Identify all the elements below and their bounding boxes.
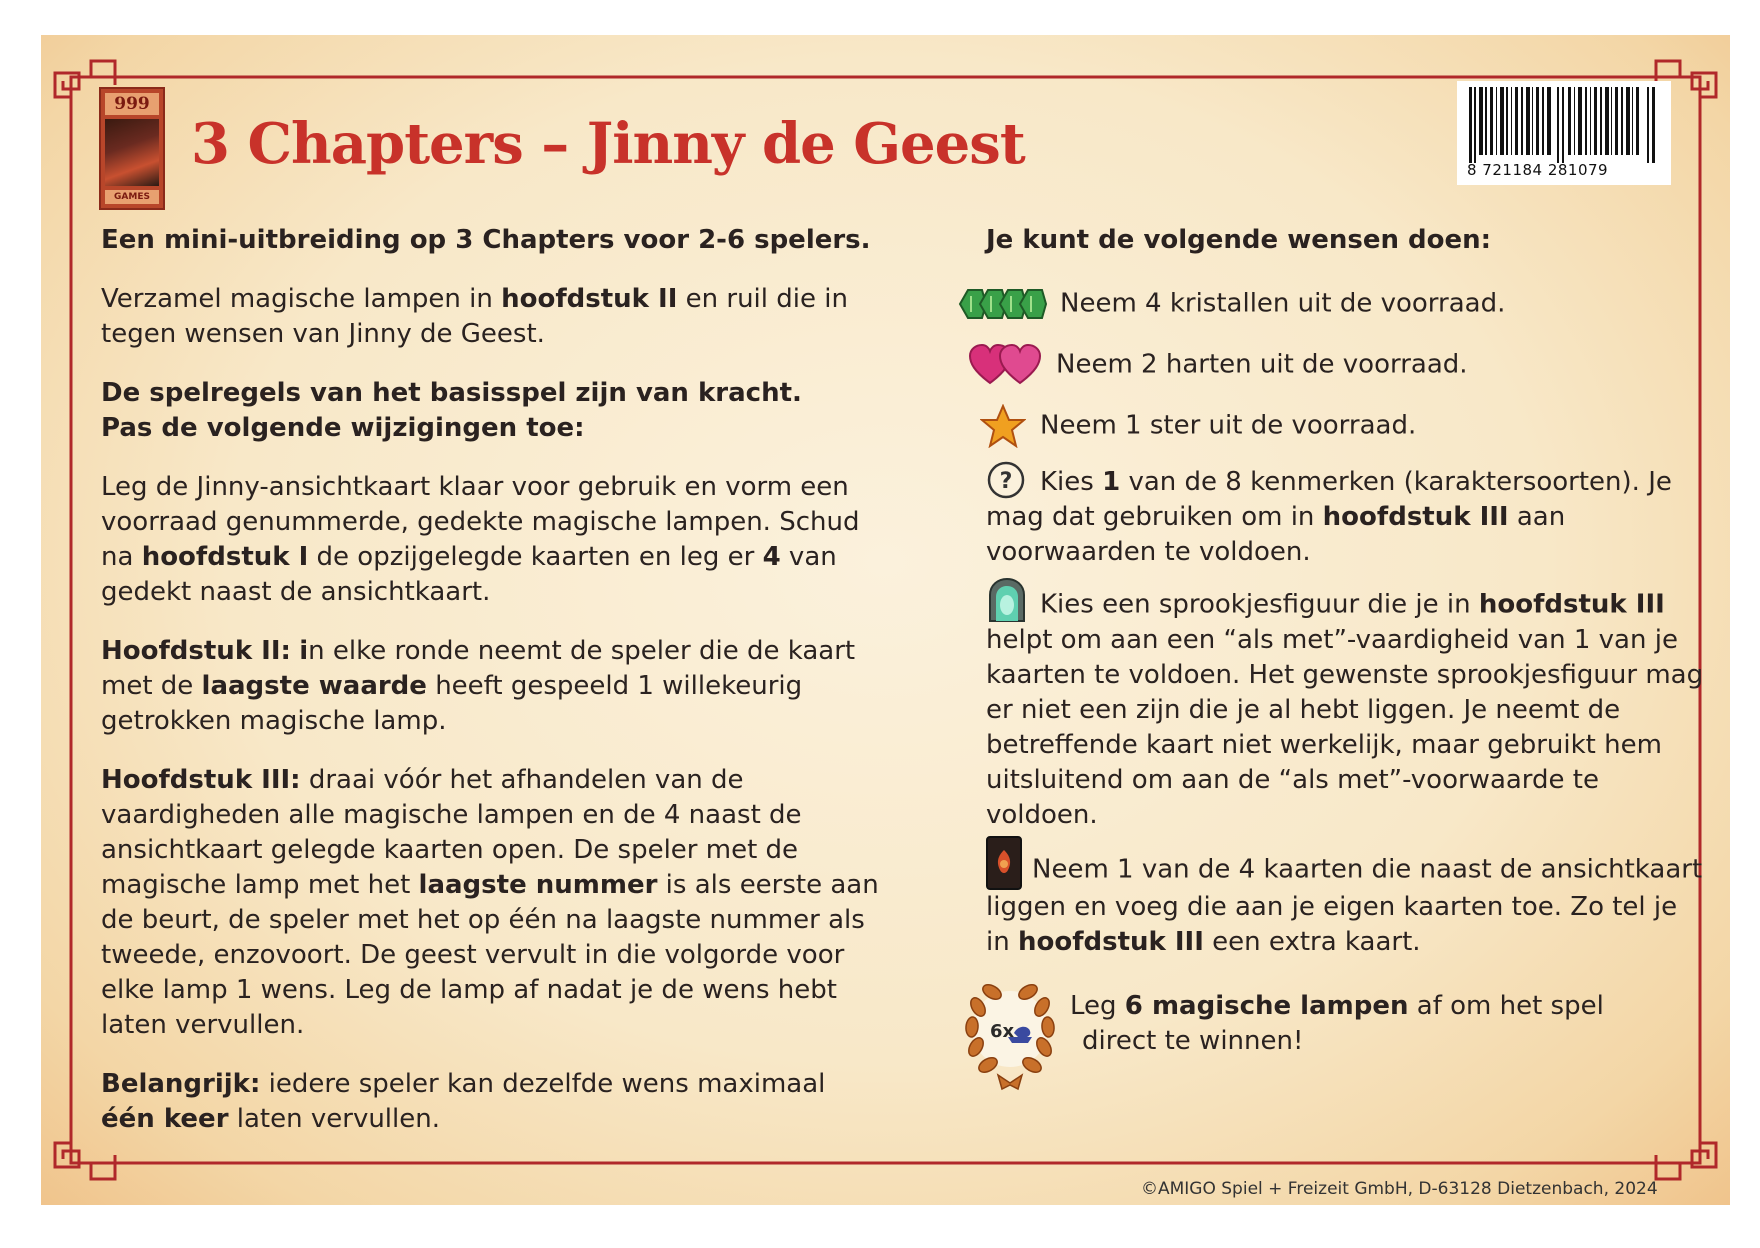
rules-card [41,35,1730,1205]
bold-span: hoofdstuk III [1478,589,1665,620]
setup-paragraph [101,470,881,610]
wish-hearts-text: Neem 2 harten uit de voorraad. [1056,349,1468,380]
bold-span: Belangrijk: [101,1069,261,1099]
logo-top-text: 999 [105,93,159,115]
wish-star [980,404,1706,448]
bold-span: Hoofdstuk II: [101,636,291,666]
heading-text: Je kunt de volgende wensen doen: [986,225,1492,255]
wish-hearts [968,343,1706,387]
text-span: draai vóór het afhandelen van de vaardigheden alle magische lampen en de 4 naast de ansichtkaart gelegde kaarten open. De speler met de magische lamp met het [101,765,802,900]
chapter-3-paragraph [101,763,881,1043]
bold-span: één keer [101,1104,229,1134]
text-span: en ruil die in tegen wensen van Jinny de Geest. [101,284,848,349]
intro-text [101,223,881,258]
bold-span: laagste waarde [201,671,427,701]
card-icon [986,836,1022,890]
laurel-label: 6x [990,1021,1015,1042]
svg-text:?: ? [999,468,1013,494]
bold-span: i [299,636,309,666]
bold-span: 1 [1102,467,1121,497]
collect-paragraph [101,282,881,352]
question-icon [986,460,1026,500]
bold-span: hoofdstuk III [1017,927,1204,957]
barcode [1457,81,1671,185]
text-span: de opzijgelegde kaarten en leg er [308,542,763,572]
logo-artwork [105,119,159,186]
text-span: van gedekt naast de ansichtkaart. [101,542,837,607]
win-text [1070,989,1630,1059]
barcode-icon [1469,87,1659,163]
wish-win [958,977,1706,1097]
text-span: Verzamel magische lampen in [101,284,502,314]
laurel-icon [958,977,1062,1093]
text-span: direct te winnen! [1082,1026,1304,1056]
logo-bottom-text: GAMES [105,190,159,204]
rules-line-2: Pas de volgende wijzigingen toe: [101,413,585,443]
important-paragraph [101,1067,881,1137]
bold-span: hoofdstuk II [501,284,678,314]
text-span: heeft gespeeld 1 willekeurig getrokken magische lamp. [101,671,803,736]
text-span: n elke ronde neemt de speler die de kaart met de [101,636,856,701]
bold-span: Hoofdstuk III: [101,765,301,795]
text-span: een extra kaart. [1203,927,1421,957]
text-span: Leg [1070,991,1125,1021]
bold-span: 4 [762,542,781,572]
bold-span: laagste nummer [418,870,658,900]
right-column [986,223,1706,1114]
copyright-footer: ©AMIGO Spiel + Freizeit GmbH, D-63128 Dietzenbach, 2024 [1141,1179,1658,1199]
wish-crystals-text: Neem 4 kristallen uit de voorraad. [1060,288,1506,319]
wish-fairytale [986,587,1706,833]
chapter-2-paragraph [101,634,881,739]
bold-span: hoofdstuk III [1322,502,1509,532]
rules-paragraph [101,376,881,446]
text-span: iedere speler kan dezelfde wens maximaal [260,1069,826,1099]
text-span: laten vervullen. [228,1104,440,1134]
heart-icon [968,343,1044,387]
text-span: Leg de Jinny-ansichtkaart klaar voor gebruik en vorm een voorraad genummerde, gedekte magische lampen. Schud na [101,472,860,572]
text-span: Kies een sprookjesfiguur die je in [1040,589,1479,620]
text-span [291,636,299,666]
page-title: 3 Chapters – Jinny de Geest [191,111,1025,177]
portal-icon [986,577,1028,623]
bold-span: 6 magische lampen [1124,991,1409,1021]
text-span: af om het spel [1408,991,1604,1021]
crystal-icon [956,282,1048,326]
text-span: helpt om aan een “als met”-vaardigheid van 1 van je kaarten te voldoen. Het gewenste sprookjesfiguur mag er niet een zijn die je al hebt liggen. Je neemt de betreffende kaart niet werkelijk, maar gebruikt hem uitsluitend om aan de “als met”-voorwaarde te voldoen. [986,625,1704,830]
wish-crystals [956,282,1706,326]
text-span: Kies [1040,467,1103,497]
text-span: van de 8 kenmerken (karaktersoorten). Je mag dat gebruiken om in [986,467,1672,532]
text-span: aan voorwaarden te voldoen. [986,502,1566,567]
wish-trait [986,465,1706,570]
wish-star-text: Neem 1 ster uit de voorraad. [1040,410,1417,441]
bold-span: hoofdstuk I [141,542,309,572]
text-span: Neem 1 van de 4 kaarten die naast de ansichtkaart liggen en voeg die aan je eigen kaarten toe. Zo tel je in [986,854,1703,957]
star-icon [980,404,1026,448]
intro-bold: Een mini-uitbreiding op 3 Chapters voor 2-6 spelers. [101,225,871,255]
text-span: is als eerste aan de beurt, de speler met het op één na laagste nummer als tweede, enzovoort. De geest vervult in die volgorde voor elke lamp 1 wens. Leg de lamp af nadat je de wens hebt laten vervullen. [101,870,879,1040]
left-column [101,223,881,1161]
barcode-number: 8 721184 281079 [1467,161,1609,179]
wish-extra-card [986,850,1706,960]
rules-line-1: De spelregels van het basisspel zijn van kracht. [101,378,802,408]
wishes-heading [986,223,1706,258]
publisher-logo [99,87,165,210]
